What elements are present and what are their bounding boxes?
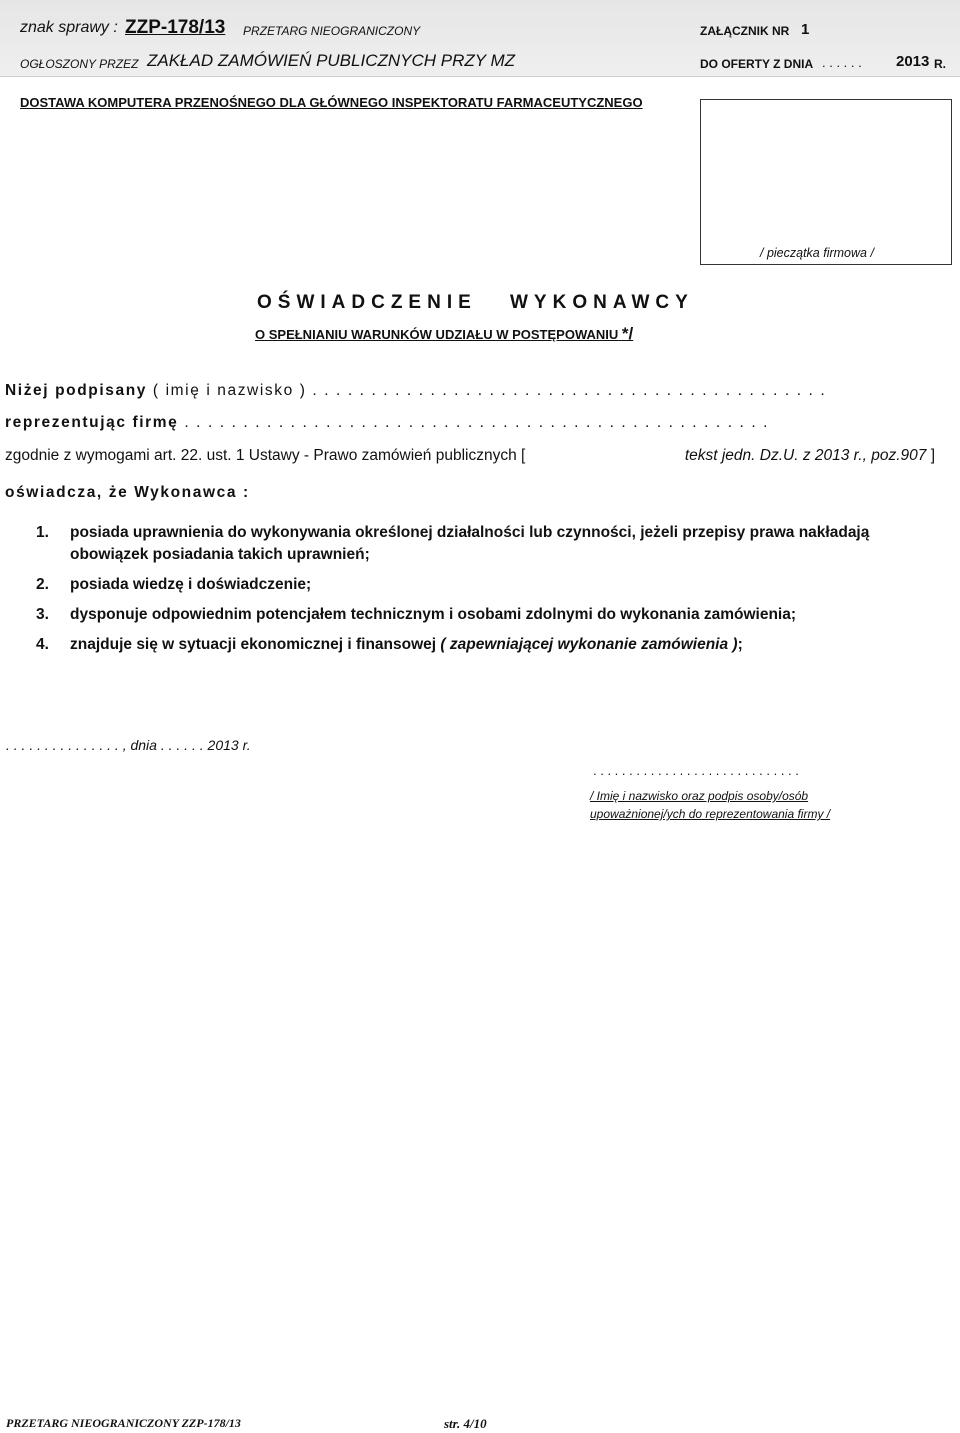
item-number: 4. xyxy=(36,636,49,653)
offer-year: 2013 xyxy=(896,53,930,70)
list-item xyxy=(36,522,936,566)
declares-line: oświadcza, że Wykonawca : xyxy=(5,484,250,501)
institution-name: ZAKŁAD ZAMÓWIEŃ PUBLICZNYCH PRZY MZ xyxy=(147,51,516,70)
item-text: posiada wiedzę i doświadczenie; xyxy=(70,576,312,593)
represent-dots: . . . . . . . . . . . . . . . . . . . . . . . . . . . . . . . . . . . . . . . . . . . . . . . . . . xyxy=(184,414,770,431)
footer-tender: PRZETARG NIEOGRANICZONY ZZP-178/13 xyxy=(6,1416,241,1430)
signed-hint: ( imię i nazwisko ) xyxy=(152,382,307,399)
offer-date-label: DO OFERTY Z DNIA xyxy=(700,57,814,71)
signature-dots: . . . . . . . . . . . . . . . . . . . . . . . . . . . . . xyxy=(593,763,799,778)
law-italic: tekst jedn. Dz.U. z 2013 r. xyxy=(684,447,863,464)
title-subtitle xyxy=(255,324,633,344)
law-reference-line xyxy=(5,447,935,465)
attachment-number: 1 xyxy=(801,21,810,38)
list-item xyxy=(36,604,936,626)
signature-caption-line1: / Imię i nazwisko oraz podpis osoby/osób xyxy=(590,789,809,803)
item-text-plain: znajduje się w sytuacji ekonomicznej i finansowej xyxy=(70,636,437,653)
item-text-italic: ( zapewniającej wykonanie zamówienia ) xyxy=(440,636,738,653)
item-text xyxy=(70,634,936,656)
footer-page-number: str. 4/10 xyxy=(444,1416,487,1431)
offer-year-suffix: R. xyxy=(934,57,946,71)
announced-by: OGŁOSZONY PRZEZ xyxy=(20,57,139,71)
conditions-list xyxy=(36,522,936,664)
attachment-label: ZAŁĄCZNIK NR xyxy=(700,24,790,38)
list-item xyxy=(36,634,936,656)
offer-date-dots: . . . . . . xyxy=(822,55,862,70)
tender-type: PRZETARG NIEOGRANICZONY xyxy=(243,24,421,38)
law-position: , poz.907 xyxy=(862,447,927,464)
title-word-wykonawcy: WYKONAWCY xyxy=(510,292,694,313)
list-item xyxy=(36,574,936,596)
represent-line xyxy=(5,414,769,432)
signed-label: Niżej podpisany xyxy=(5,382,147,399)
item-number: 2. xyxy=(36,576,49,593)
item-number: 3. xyxy=(36,606,49,623)
law-close: ] xyxy=(930,447,935,464)
stamp-caption: / pieczątka firmowa / xyxy=(760,246,874,260)
law-text: zgodnie z wymogami art. 22. ust. 1 Ustawy - Prawo zamówień publicznych [ xyxy=(5,447,526,464)
title-word-oswiadczenie: OŚWIADCZENIE xyxy=(257,292,477,313)
signed-line xyxy=(5,382,826,400)
item-text: dysponuje odpowiednim potencjałem technicznym i osobami zdolnymi do wykonania zamówienia; xyxy=(70,606,797,623)
signed-dots: . . . . . . . . . . . . . . . . . . . . . . . . . . . . . . . . . . . . . . . . . . . . xyxy=(312,382,827,399)
signature-caption-line2: upoważnionej/ych do reprezentowania firmy / xyxy=(590,807,831,821)
represent-label: reprezentując firmę xyxy=(5,414,179,431)
company-stamp-box xyxy=(700,99,952,265)
item-text: posiada uprawnienia do wykonywania określonej działalności lub czynności, jeżeli przepisy prawa nakładają obowiązek posiadania takich uprawnień; xyxy=(70,524,870,563)
subtitle-mark: */ xyxy=(621,324,634,343)
subtitle-text: O SPEŁNIANIU WARUNKÓW UDZIAŁU W POSTĘPOWANIU xyxy=(255,327,619,342)
header-rule xyxy=(0,76,960,77)
case-label: znak sprawy : xyxy=(20,19,118,36)
case-number: ZZP-178/13 xyxy=(125,17,226,38)
date-line xyxy=(6,737,251,753)
date-year: 2013 r. xyxy=(207,737,251,753)
place-dots: . . . . . . . . . . . . . . . , xyxy=(6,737,127,753)
item-number: 1. xyxy=(36,524,49,541)
item-text-end: ; xyxy=(737,636,743,653)
date-label: dnia xyxy=(130,737,157,753)
subject-line: DOSTAWA KOMPUTERA PRZENOŚNEGO DLA GŁÓWNEGO INSPEKTORATU FARMACEUTYCZNEGO xyxy=(20,95,643,110)
date-dots: . . . . . . xyxy=(160,737,204,753)
